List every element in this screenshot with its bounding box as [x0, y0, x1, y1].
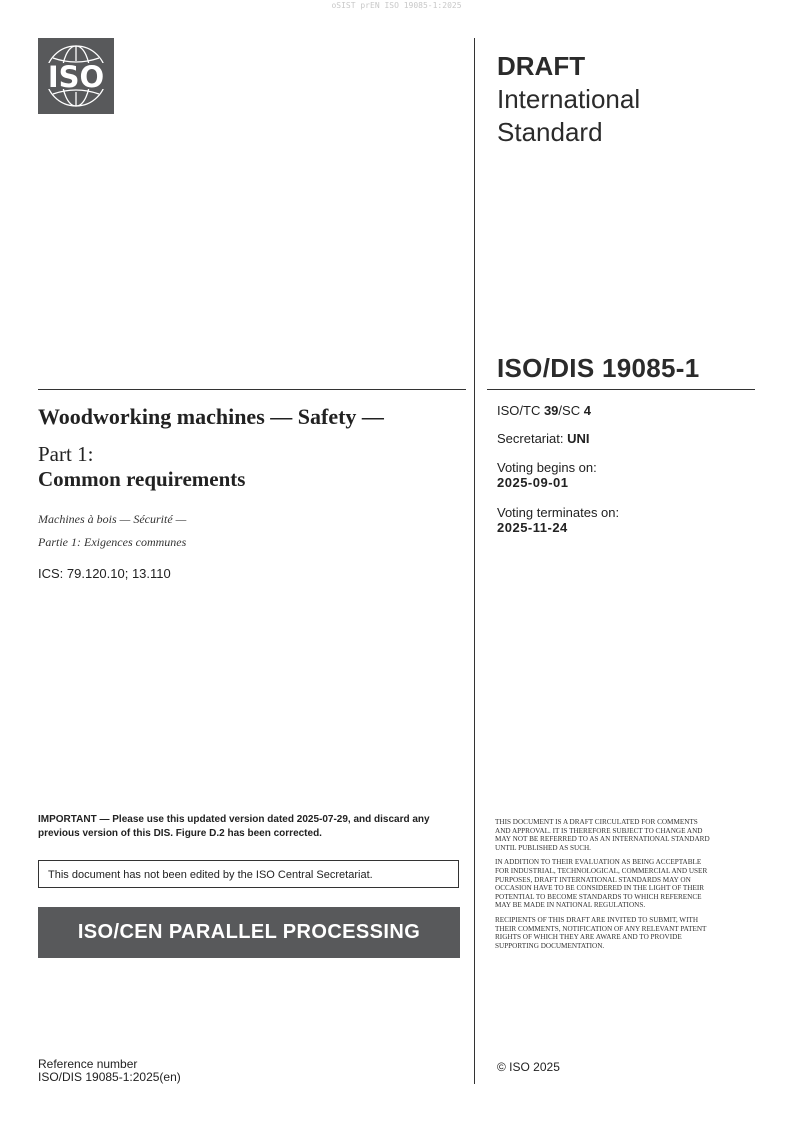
- document-subtitle: Common requirements: [38, 467, 246, 491]
- parallel-processing-banner: ISO/CEN PARALLEL PROCESSING: [38, 907, 460, 958]
- voting-begins-label: Voting begins on:: [497, 460, 597, 475]
- reference-number: [38, 1058, 181, 1084]
- voting-begins-date: 2025-09-01: [497, 475, 569, 490]
- document-type-heading: [497, 50, 640, 149]
- horizontal-divider-left: [38, 389, 466, 390]
- french-title-line2: Partie 1: Exigences communes: [38, 535, 187, 549]
- reference-label: Reference number: [38, 1057, 138, 1071]
- important-notice: IMPORTANT — Please use this updated version dated 2025-07-29, and discard any previous version of this DIS. Figure D.2 has been corrected.: [38, 814, 430, 839]
- part-label: Part 1:: [38, 442, 94, 466]
- standard-number: ISO/DIS 19085-1: [497, 353, 700, 383]
- disclaimer-paragraph: IN ADDITION TO THEIR EVALUATION AS BEING ACCEPTABLE FOR INDUSTRIAL, TECHNOLOGICAL, COMMERCIAL AND USER PURPOSES, DRAFT INTERNATIONAL STANDARDS MAY ON OCCASION HAVE TO BE CONSIDERED IN THE LIGHT OF THEIR POTENTIAL TO BECOME STANDARDS TO WHICH REFERENCE MAY BE MADE IN NATIONAL REGULATIONS.: [495, 858, 708, 910]
- standard-label: Standard: [497, 117, 603, 147]
- draft-disclaimer: [495, 818, 710, 956]
- ics-codes: ICS: 79.120.10; 13.110: [38, 566, 171, 581]
- draft-label: DRAFT: [497, 51, 586, 81]
- edit-notice-box: This document has not been edited by the ISO Central Secretariat.: [38, 860, 459, 888]
- international-label: International: [497, 84, 641, 114]
- voting-terminates-label: Voting terminates on:: [497, 505, 620, 520]
- iso-logo: [38, 38, 114, 114]
- horizontal-divider-right: [487, 389, 755, 390]
- copyright: © ISO 2025: [497, 1060, 560, 1074]
- french-title-line1: Machines à bois — Sécurité —: [38, 512, 187, 526]
- reference-value: ISO/DIS 19085-1:2025(en): [38, 1070, 181, 1084]
- svg-text:ISO: ISO: [47, 60, 105, 94]
- voting-terminates-date: 2025-11-24: [497, 520, 568, 535]
- watermark: oSIST prEN ISO 19085-1:2025: [331, 1, 462, 10]
- committee-info: ISO/TC 39/SC 4: [497, 403, 591, 418]
- secretariat-info: Secretariat: UNI: [497, 431, 590, 446]
- disclaimer-paragraph: RECIPIENTS OF THIS DRAFT ARE INVITED TO SUBMIT, WITH THEIR COMMENTS, NOTIFICATION OF ANY RELEVANT PATENT RIGHTS OF WHICH THEY ARE AWARE AND TO PROVIDE SUPPORTING DOCUMENTATION.: [495, 915, 707, 950]
- iso-globe-icon: [38, 38, 114, 114]
- vertical-divider: [474, 38, 475, 1084]
- disclaimer-paragraph: THIS DOCUMENT IS A DRAFT CIRCULATED FOR COMMENTS AND APPROVAL. IT IS THEREFORE SUBJECT TO CHANGE AND MAY NOT BE REFERRED TO AS AN INTERNATIONAL STANDARD UNTIL PUBLISHED AS SUCH.: [495, 818, 710, 852]
- document-title: Woodworking machines — Safety —: [38, 404, 384, 429]
